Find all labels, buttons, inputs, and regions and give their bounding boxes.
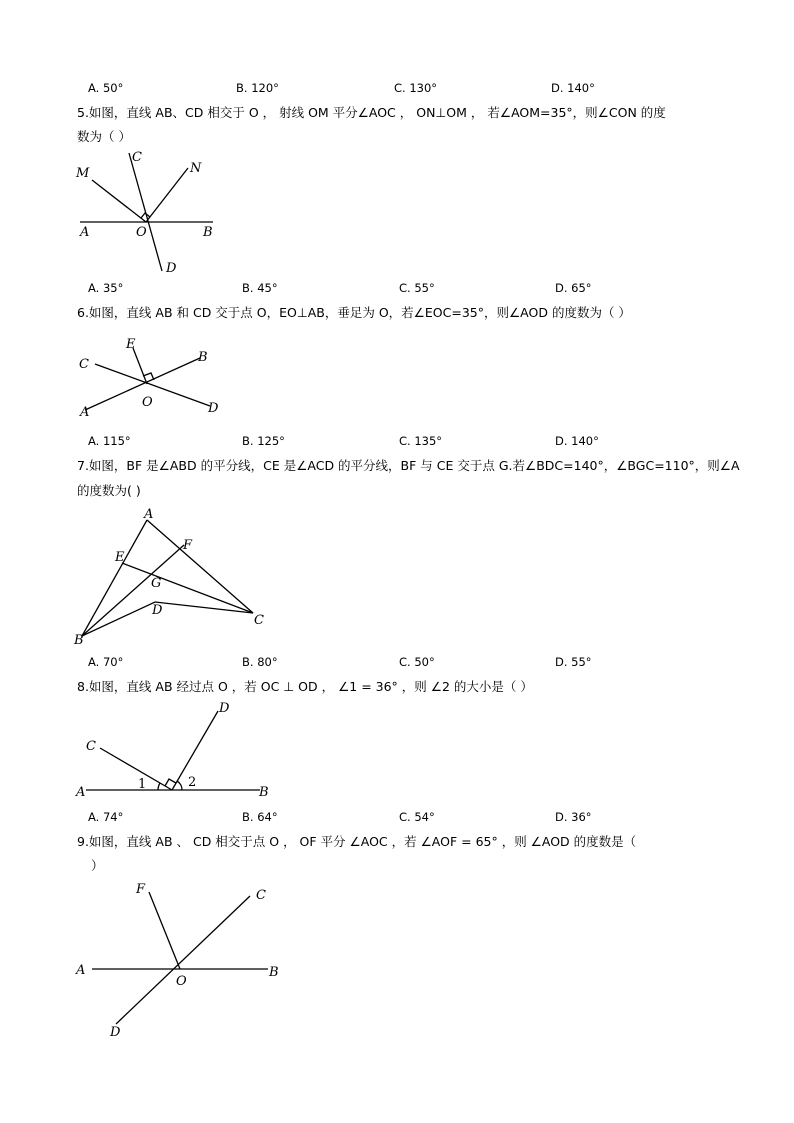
q6-option-a: A. 115° <box>88 434 131 448</box>
q7-side-ab <box>82 520 147 636</box>
q7-side-ac <box>147 520 253 613</box>
q8-label-d: D <box>219 701 230 716</box>
q9-line-cd <box>116 896 250 1024</box>
q7-label-f: F <box>183 538 193 553</box>
q5-label-b: B <box>203 225 213 240</box>
q7-option-a: A. 70° <box>88 655 124 669</box>
q9-label-c: C <box>256 888 266 903</box>
q5-option-a: A. 35° <box>88 281 124 295</box>
q4-option-a: A. 50° <box>88 81 124 95</box>
q9-label-f: F <box>136 882 146 897</box>
q6-option-b: B. 125° <box>242 434 285 448</box>
q6-label-e: E <box>126 337 136 352</box>
q9-label-a: A <box>76 963 86 978</box>
q5-ray-on <box>146 168 188 222</box>
q7-label-c: C <box>254 613 264 628</box>
q7-label-b: B <box>74 633 84 648</box>
q5-label-a: A <box>80 225 90 240</box>
q8-label-b: B <box>259 785 269 800</box>
q9-ray-of <box>149 892 180 969</box>
q7-bisector-bf <box>82 545 184 636</box>
q4-option-d: D. 140° <box>551 81 595 95</box>
q8-label-angle1: 1 <box>138 777 147 792</box>
q5-label-o: O <box>136 225 147 240</box>
q8-label-a: A <box>76 785 86 800</box>
q9-text-line1: 9.如图，直线 AB 、 CD 相交于点 O ， OF 平分 ∠AOC ，若 ∠AOF = 65° ，则 ∠AOD 的度数是（ <box>77 834 637 849</box>
q7-label-g: G <box>151 576 162 591</box>
q8-option-d: D. 36° <box>555 810 592 824</box>
q4-option-c: C. 130° <box>394 81 438 95</box>
q8-label-c: C <box>86 739 96 754</box>
q7-label-e: E <box>115 550 125 565</box>
q9-label-o: O <box>176 974 187 989</box>
q8-figure <box>70 697 280 801</box>
q6-text-line1: 6.如图，直线 AB 和 CD 交于点 O，EO⊥AB，垂足为 O，若∠EOC=35°，则∠AOD 的度数为（ ） <box>77 305 631 320</box>
q5-figure <box>70 148 230 276</box>
q5-text-line1: 5.如图，直线 AB、CD 相交于 O ， 射线 OM 平分∠AOC ， ON⊥OM ， 若∠AOM=35°，则∠CON 的度 <box>77 105 666 120</box>
q7-label-d: D <box>152 603 163 618</box>
q6-label-c: C <box>79 357 89 372</box>
q6-label-o: O <box>142 395 153 410</box>
q7-option-b: B. 80° <box>242 655 278 669</box>
q5-option-b: B. 45° <box>242 281 278 295</box>
q7-label-a: A <box>144 507 154 522</box>
q6-label-d: D <box>208 401 219 416</box>
q6-figure <box>70 334 230 422</box>
q7-text-line1: 7.如图，BF 是∠ABD 的平分线，CE 是∠ACD 的平分线，BF 与 CE 交于点 G.若∠BDC=140°，∠BGC=110°，则∠A <box>77 458 740 473</box>
q4-option-b: B. 120° <box>236 81 279 95</box>
q7-option-d: D. 55° <box>555 655 592 669</box>
q8-option-a: A. 74° <box>88 810 124 824</box>
q9-label-d: D <box>110 1025 121 1040</box>
q6-label-a: A <box>80 405 90 420</box>
q5-right-angle-mark <box>141 213 150 218</box>
q8-angle1-arc <box>158 783 160 790</box>
q8-text-line1: 8.如图，直线 AB 经过点 O ，若 OC ⊥ OD ， ∠1 = 36° ，则 ∠2 的大小是（ ） <box>77 679 533 694</box>
q7-figure <box>70 503 280 648</box>
q7-option-c: C. 50° <box>399 655 435 669</box>
q6-option-c: C. 135° <box>399 434 443 448</box>
q6-option-d: D. 140° <box>555 434 599 448</box>
q5-option-c: C. 55° <box>399 281 435 295</box>
q9-text-line2: ） <box>91 858 104 873</box>
q5-label-c: C <box>132 150 142 165</box>
q5-label-d: D <box>166 261 177 276</box>
q6-label-b: B <box>198 350 208 365</box>
q7-path-bdc <box>82 602 253 636</box>
q9-label-b: B <box>269 965 279 980</box>
q9-figure <box>70 876 290 1041</box>
q5-label-m: M <box>76 166 90 181</box>
q7-text-line2: 的度数为( ) <box>77 483 141 498</box>
q5-option-d: D. 65° <box>555 281 592 295</box>
q8-angle2-arc <box>177 781 182 790</box>
q8-option-b: B. 64° <box>242 810 278 824</box>
q5-text-line2: 数为（ ） <box>77 129 131 144</box>
q8-ray-oc <box>100 748 172 790</box>
q5-label-n: N <box>190 161 202 176</box>
q8-option-c: C. 54° <box>399 810 435 824</box>
q8-label-angle2: 2 <box>188 775 197 790</box>
